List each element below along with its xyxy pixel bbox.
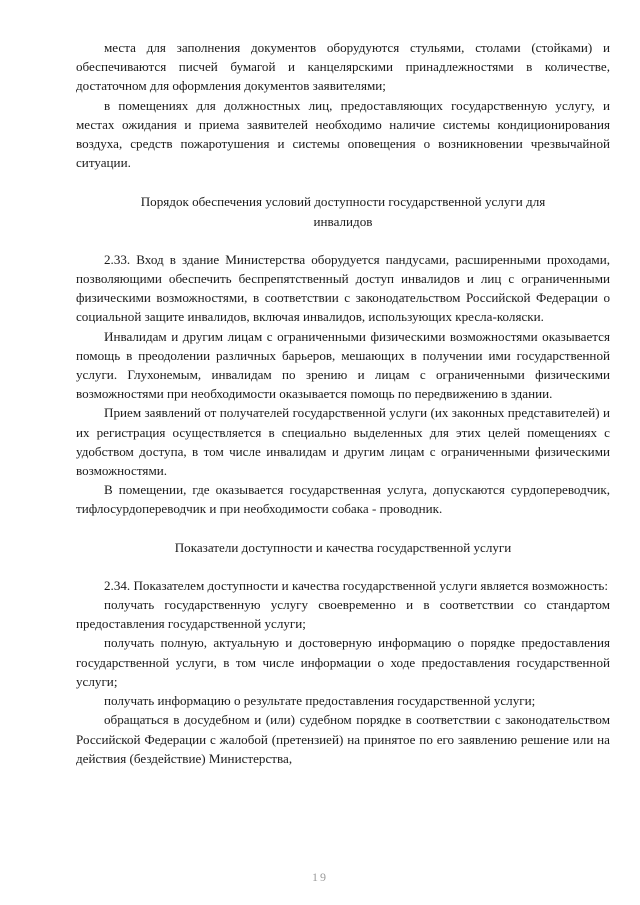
paragraph: Прием заявлений от получателей государственной услуги (их законных представителей) и их регистрация осуществляется в специально выделенных для этих целей помещениях с удобством доступа, в том числе инвалидам и другим лицам с ограниченными физическими возможностями. [76,405,610,479]
paragraph: получать государственную услугу своевременно и в соответствии со стандартом предоставления государственной услуги; [76,597,610,632]
section-heading: Показатели доступности и качества государственной услуги [174,539,512,555]
paragraph: получать информацию о результате предоставления государственной услуги; [104,693,536,709]
paragraph: места для заполнения документов оборудуются стульями, столами (стойками) и обеспечиваются писчей бумагой и канцелярскими принадлежностями в количестве, достаточном для оформления документов заявителями; [76,40,610,94]
paragraph: 2.33. Вход в здание Министерства оборудуется пандусами, расширенными проходами, позволяющими обеспечить беспрепятственный доступ инвалидов и лиц с ограниченными физическими возможностями, в соответствии с законодательством Российской Федерации о социальной защите инвалидов, включая инвалидов, использующих кресла-коляски. [76,251,610,325]
paragraph: в помещениях для должностных лиц, предоставляющих государственную услугу, и местах ожидания и приема заявителей необходимо наличие системы кондиционирования воздуха, средств пожаротушения и системы оповещения о возникновении чрезвычайной ситуации. [76,97,610,171]
paragraph: 2.34. Показателем доступности и качества государственной услуги является возможность: [104,577,609,593]
document-page [76,38,610,768]
spacer [76,557,610,576]
paragraph: получать полную, актуальную и достоверную информацию о порядке предоставления государственной услуги, в том числе информации о ходе предоставления государственной услуги; [76,635,610,689]
spacer [76,519,610,538]
page-number: 19 [312,870,328,884]
spacer [76,231,610,250]
paragraph: В помещении, где оказывается государственная услуга, допускаются сурдопереводчик, тифлосурдопереводчик и при необходимости собака - проводник. [76,482,610,517]
paragraph: обращаться в досудебном и (или) судебном порядке в соответствии с законодательством Российской Федерации с жалобой (претензией) на принятое по его заявлению решение или на действия (бездействие) Министерства, [76,712,610,766]
paragraph: Инвалидам и другим лицам с ограниченными физическими возможностями оказывается помощь в преодолении различных барьеров, мешающих в получении ими государственной услуги. Глухонемым, инвалидам по зрению и лицам с ограниченными физическими возможностями при необходимости оказывается помощь по передвижению в здании. [76,328,610,402]
section-heading: Порядок обеспечения условий доступности государственной услуги для инвалидов [140,194,546,229]
spacer [76,172,610,192]
